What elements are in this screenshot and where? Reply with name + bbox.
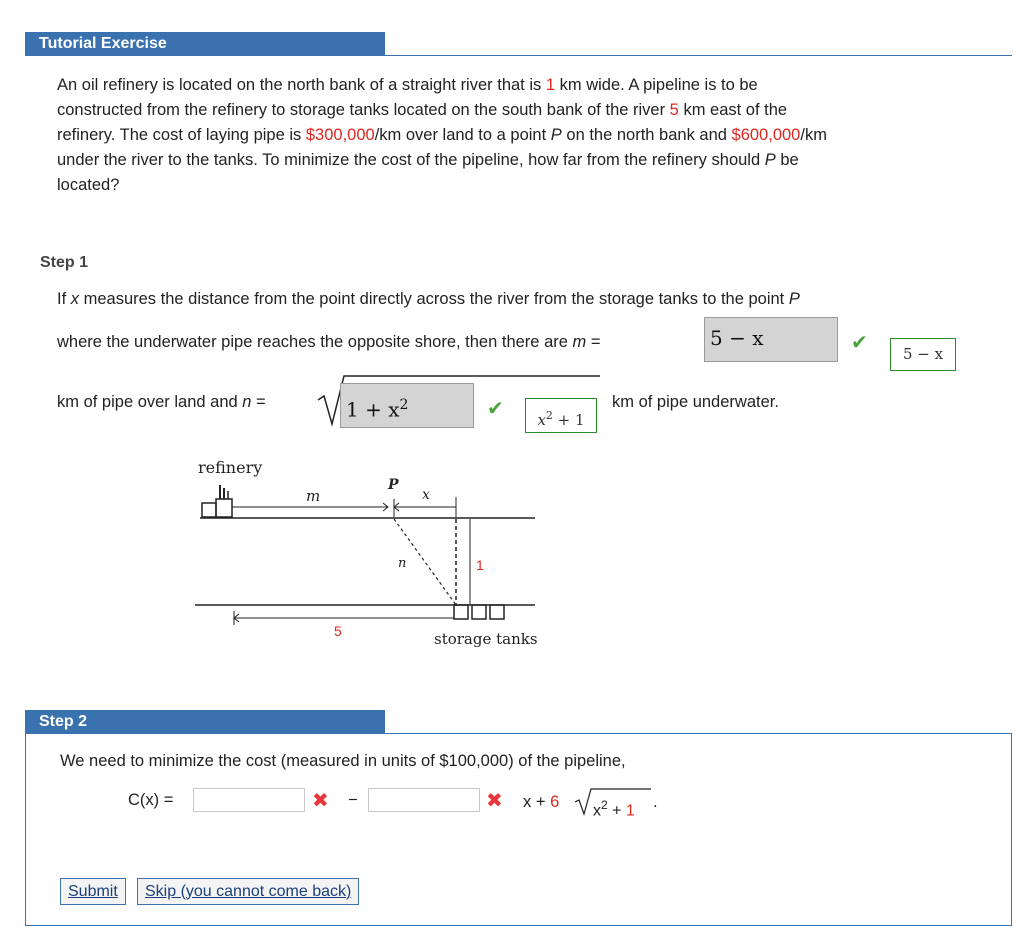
river-width-value: 1	[545, 76, 556, 94]
cx-radicand: $x^2 + 1$	[593, 798, 635, 820]
n-answer-field[interactable]: $1 + x^2$	[340, 383, 474, 428]
storage-tanks-icon	[454, 605, 504, 619]
land-cost-value: $300,000	[305, 126, 375, 144]
cx-second-cross-icon: ✖	[486, 790, 503, 812]
step1-line-1: If x measures the distance from the point directly across the river from the storage tanks to the point P	[57, 290, 800, 308]
m-check-icon: ✔	[851, 332, 868, 354]
cx-first-cross-icon: ✖	[312, 790, 329, 812]
water-cost-value: $600,000	[731, 126, 801, 144]
problem-line-4: under the river to the tanks. To minimize the cost of the pipeline, how far from the refinery should P be	[57, 151, 799, 169]
east-distance-value: 5	[669, 101, 679, 119]
x-label: x	[422, 487, 430, 503]
problem-line-3: refinery. The cost of laying pipe is $300,000/km over land to a point P on the north bank and $600,000/km	[57, 126, 827, 144]
step1-line-3: km of pipe over land and n =	[57, 393, 266, 411]
step1-label: Step 1	[40, 254, 89, 271]
m-answer-field[interactable]: 5 − x	[704, 317, 838, 362]
tutorial-exercise-header: Tutorial Exercise	[25, 32, 385, 56]
cx-minus: −	[348, 791, 358, 809]
p-label: P	[388, 477, 399, 493]
problem-line-2: constructed from the refinery to storage tanks located on the south bank of the river 5 km east of the	[57, 101, 788, 119]
m-correct-answer: 5 − x	[890, 338, 956, 371]
cx-first-input[interactable]	[193, 788, 305, 812]
problem-line-5: located?	[57, 176, 120, 194]
step1-line-2: where the underwater pipe reaches the opposite shore, then there are m =	[57, 333, 601, 351]
cx-second-input[interactable]	[368, 788, 480, 812]
five-km-label: 5	[334, 623, 342, 639]
cx-period: .	[653, 793, 658, 811]
submit-button[interactable]: Submit	[60, 878, 126, 905]
n-label: n	[398, 556, 407, 571]
step2-header: Step 2	[25, 710, 385, 734]
cx-tail: x + 6	[523, 793, 560, 811]
m-label: m	[306, 487, 321, 505]
n-correct-answer: $x^2 + 1$	[525, 398, 597, 433]
storage-tanks-label: storage tanks	[434, 630, 538, 648]
pipeline-diagram	[190, 455, 550, 655]
header-rule	[385, 55, 1012, 56]
step2-intro: We need to minimize the cost (measured in units of $100,000) of the pipeline,	[60, 752, 626, 770]
cx-label: C(x) =	[128, 791, 174, 809]
step1-line-3-end: km of pipe underwater.	[612, 393, 779, 411]
skip-button[interactable]: Skip (you cannot come back)	[137, 878, 359, 905]
problem-line-1: An oil refinery is located on the north bank of a straight river that is 1 km wide. A pipeline is to be	[57, 76, 758, 94]
problem-text	[57, 73, 997, 198]
one-km-label: 1	[476, 557, 484, 573]
n-check-icon: ✔	[487, 398, 504, 420]
refinery-label: refinery	[198, 458, 263, 477]
refinery-icon	[202, 485, 232, 517]
